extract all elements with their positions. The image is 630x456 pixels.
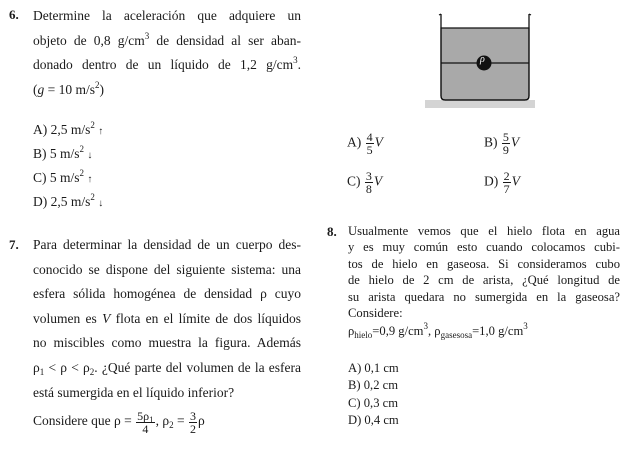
numerator bbox=[136, 410, 155, 423]
numerator: 3 bbox=[189, 408, 196, 423]
question-8-text bbox=[348, 223, 620, 340]
numerator: 5 bbox=[502, 130, 509, 144]
q7-option-c[interactable] bbox=[347, 170, 382, 195]
q8-sup: 3 bbox=[523, 321, 528, 332]
q7-text: Considere que ρ = bbox=[33, 413, 136, 429]
q8-sub: hielo bbox=[354, 330, 373, 341]
q8-options bbox=[348, 360, 399, 429]
q6-line-1: Determine la aceleración que adquiere un bbox=[33, 8, 301, 23]
q8-densities bbox=[348, 323, 620, 339]
arrow-down-icon: ↓ bbox=[98, 198, 104, 209]
option-text: A) 2,5 m/s bbox=[33, 122, 91, 137]
q6-text: ( bbox=[33, 81, 38, 97]
q6-text: objeto de 0,8 g/cm bbox=[33, 32, 145, 48]
q8-line: y es muy común esto cuando colocamos cubi- bbox=[348, 240, 620, 255]
denominator: 7 bbox=[503, 182, 510, 196]
denominator: 5 bbox=[366, 143, 373, 157]
q6-text: = 10 m/s bbox=[44, 81, 95, 97]
q6-text: donado dentro de un líquido de 1,2 g/cm bbox=[33, 57, 294, 72]
numerator: 4 bbox=[366, 130, 373, 144]
option-text: D) bbox=[484, 173, 499, 189]
denominator: 4 bbox=[142, 421, 149, 436]
q7-sub: 1 bbox=[39, 366, 45, 377]
arrow-down-icon: ↓ bbox=[87, 150, 93, 161]
denominator: 8 bbox=[365, 182, 372, 196]
q7-line: no miscibles como muestra la figura. Además bbox=[33, 335, 301, 351]
q7-consider bbox=[33, 409, 301, 434]
q7-line bbox=[33, 307, 301, 332]
q7-option-b[interactable] bbox=[484, 131, 519, 156]
option-sup: 2 bbox=[79, 144, 85, 154]
sphere-label: ρ bbox=[480, 54, 485, 65]
q6-sup: 3 bbox=[144, 30, 150, 41]
fraction bbox=[502, 131, 510, 156]
option-v: V bbox=[510, 134, 520, 150]
question-7-number: 7. bbox=[9, 237, 19, 252]
option-v: V bbox=[511, 173, 520, 189]
fraction bbox=[365, 170, 373, 195]
q6-option-d[interactable] bbox=[33, 194, 103, 210]
q7-sub: 2 bbox=[169, 420, 174, 431]
q7-sub: 1 bbox=[149, 414, 154, 425]
fraction bbox=[189, 410, 197, 435]
q6-sup: 3 bbox=[293, 55, 298, 65]
q8-text: , ρ bbox=[427, 324, 441, 339]
q6-gravity bbox=[33, 78, 301, 103]
q6-line-3 bbox=[33, 53, 301, 78]
numerator: 2 bbox=[503, 169, 510, 183]
option-text: D) 2,5 m/s bbox=[33, 194, 91, 209]
q7-option-a[interactable] bbox=[347, 131, 383, 156]
q6-text: . bbox=[297, 57, 301, 72]
question-6-number: 6. bbox=[9, 7, 19, 22]
fraction bbox=[503, 170, 511, 195]
option-sup: 2 bbox=[90, 192, 95, 202]
q8-sub: gasesosa bbox=[440, 330, 473, 341]
question-8-number: 8. bbox=[327, 224, 337, 239]
option-v: V bbox=[373, 173, 383, 189]
arrow-up-icon: ↑ bbox=[87, 174, 93, 185]
q7-line: esfera sólida homogénea de densidad ρ cuyo bbox=[33, 286, 301, 302]
numerator: 3 bbox=[365, 169, 372, 183]
q7-text: < ρ < bbox=[44, 359, 84, 375]
q8-option-d[interactable]: D) 0,4 cm bbox=[348, 413, 399, 428]
fraction bbox=[136, 410, 155, 435]
q7-text: ρ bbox=[197, 413, 205, 429]
q8-option-b[interactable]: B) 0,2 cm bbox=[348, 378, 399, 393]
q7-text: , ρ bbox=[155, 413, 170, 429]
q6-option-c[interactable] bbox=[33, 170, 92, 186]
q7-text: 5ρ bbox=[137, 408, 150, 423]
q7-text: flota en el límite de dos líquidos bbox=[110, 310, 301, 326]
q7-text: ρ bbox=[33, 359, 40, 375]
q8-line: de hielo de 2 cm de arista, ¿Qué longitud de bbox=[348, 273, 620, 288]
q7-text: = bbox=[173, 413, 188, 429]
arrow-up-icon: ↑ bbox=[98, 126, 104, 137]
option-sup: 2 bbox=[90, 120, 95, 130]
q8-text: =1,0 g/cm bbox=[472, 324, 524, 339]
option-text: B) 5 m/s bbox=[33, 146, 80, 161]
option-sup: 2 bbox=[79, 168, 85, 178]
q7-line: está sumergida en el líquido inferior? bbox=[33, 384, 235, 400]
option-text: C) bbox=[347, 173, 361, 189]
q6-sup: 2 bbox=[95, 79, 100, 90]
denominator: 2 bbox=[189, 421, 196, 436]
q7-sub: 2 bbox=[89, 366, 95, 377]
q8-line: tos de hielo en gaseosa. Si consideramos cubo bbox=[348, 256, 620, 271]
q8-consider: Considere: bbox=[348, 306, 403, 321]
q7-option-d[interactable] bbox=[484, 170, 520, 195]
option-text: C) 5 m/s bbox=[33, 170, 80, 185]
q7-line bbox=[33, 356, 301, 381]
q7-text: . ¿Qué parte del volumen de la esfera bbox=[94, 359, 302, 375]
q7-text: volumen es bbox=[33, 310, 103, 326]
q8-text: ρ bbox=[348, 324, 355, 339]
q7-v: V bbox=[102, 310, 111, 326]
option-text: B) bbox=[484, 134, 498, 150]
q8-sup: 3 bbox=[423, 321, 428, 332]
beaker-figure bbox=[425, 10, 545, 110]
floor bbox=[425, 100, 535, 108]
q6-option-a[interactable] bbox=[33, 122, 103, 138]
option-v: V bbox=[374, 134, 383, 150]
q6-text: ) bbox=[99, 81, 104, 97]
q8-option-a[interactable]: A) 0,1 cm bbox=[348, 361, 399, 375]
fraction bbox=[366, 131, 374, 156]
q8-option-c[interactable]: C) 0,3 cm bbox=[348, 395, 399, 410]
q7-text: ρ bbox=[83, 359, 90, 375]
option-text: A) bbox=[347, 134, 362, 150]
question-7-text bbox=[33, 233, 301, 435]
q6-text: de densidad al ser aban- bbox=[149, 32, 301, 48]
q8-text: =0,9 g/cm bbox=[372, 324, 424, 339]
q8-line: Usualmente vemos que el hielo flota en agua bbox=[348, 224, 620, 238]
q6-g: g bbox=[37, 81, 45, 97]
q6-option-b[interactable] bbox=[33, 146, 92, 162]
q7-line: conocido se dispone del siguiente sistema: una bbox=[33, 261, 301, 277]
q6-line-2 bbox=[33, 29, 301, 54]
q8-line: su arista quedara no sumergida en la gaseosa? bbox=[348, 289, 620, 304]
denominator: 9 bbox=[502, 143, 509, 157]
q7-line: Para determinar la densidad de un cuerpo des- bbox=[33, 237, 301, 252]
question-6-text bbox=[33, 4, 301, 102]
